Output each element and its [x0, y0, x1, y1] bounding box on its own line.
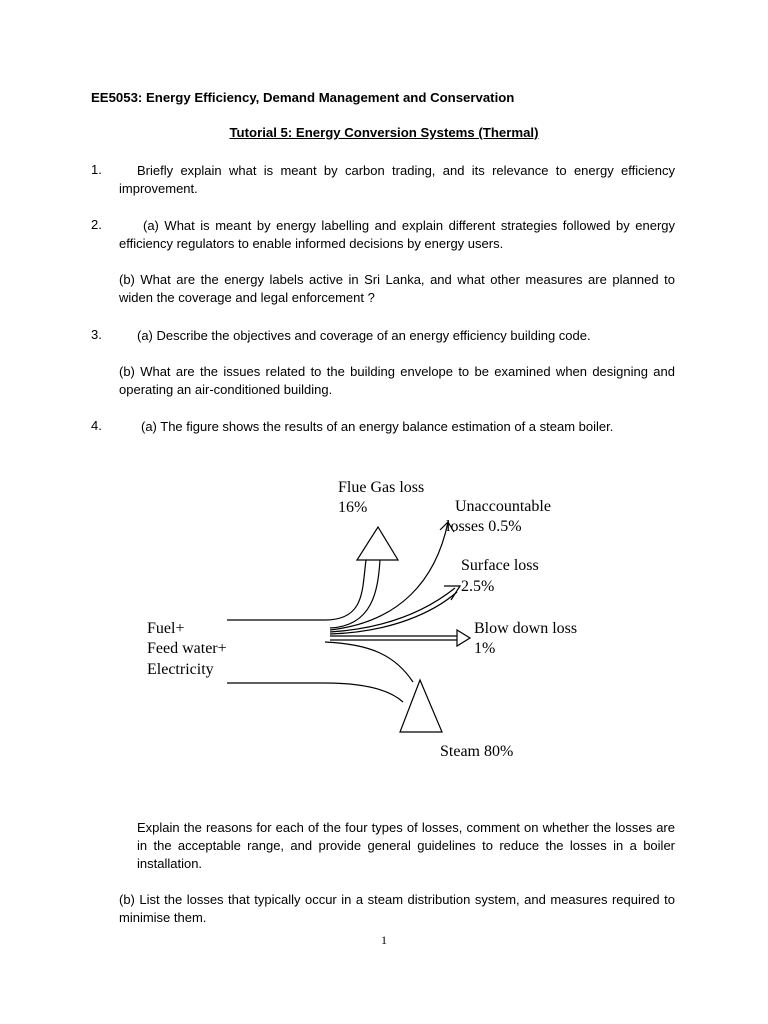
question-4a-body: (a) The figure shows the results of an energy balance estimation of a steam boiler.	[141, 419, 614, 434]
flue-gas-label: Flue Gas loss	[338, 479, 425, 496]
flue-gas-value: 16%	[338, 499, 368, 516]
blow-down-value: 1%	[474, 640, 496, 657]
question-3b-text: (b) What are the issues related to the building envelope to be examined when designing and operating an air-conditioned building.	[119, 364, 675, 397]
input-label-feed-water: Feed water+	[147, 640, 227, 657]
unaccountable-label: Unaccountable	[455, 498, 551, 515]
document-title: EE5053: Energy Efficiency, Demand Management and Conservation	[91, 90, 515, 105]
energy-balance-diagram	[130, 470, 630, 770]
unaccountable-value: losses 0.5%	[446, 518, 522, 535]
page-number: 1	[381, 933, 387, 947]
question-1-number: 1.	[91, 162, 102, 177]
question-4-number: 4.	[91, 418, 102, 433]
question-2b-text: (b) What are the energy labels active in Sri Lanka, and what other measures are planned to widen the coverage and legal enforcement ?	[119, 272, 675, 305]
question-4a-text	[119, 418, 675, 436]
steam-label: Steam 80%	[440, 743, 514, 760]
question-3a-body: (a) Describe the objectives and coverage of an energy efficiency building code.	[137, 328, 591, 343]
question-4b-text: (b) List the losses that typically occur in a steam distribution system, and measures required to minimise them.	[119, 892, 675, 925]
question-2a-text	[119, 217, 675, 253]
surface-loss-value: 2.5%	[461, 578, 495, 595]
question-1-text	[119, 162, 675, 198]
question-3a-text	[119, 327, 675, 345]
question-2-number: 2.	[91, 217, 102, 232]
surface-loss-label: Surface loss	[461, 557, 539, 574]
document-subtitle: Tutorial 5: Energy Conversion Systems (Thermal)	[229, 125, 539, 140]
question-2a-body: (a) What is meant by energy labelling and explain different strategies followed by energy efficiency regulators to enable informed decisions by energy users.	[119, 218, 675, 251]
input-label-fuel: Fuel+	[147, 620, 185, 637]
input-label-electricity: Electricity	[147, 661, 214, 678]
question-3-number: 3.	[91, 327, 102, 342]
steam-arrow	[325, 642, 442, 732]
blow-down-label: Blow down loss	[474, 620, 578, 637]
question-4-explain-text: Explain the reasons for each of the four types of losses, comment on whether the losses are in the acceptable range, and provide general guidelines to reduce the losses in a boiler installation.	[137, 820, 675, 871]
question-1-body: Briefly explain what is meant by carbon trading, and its relevance to energy efficiency improvement.	[119, 163, 675, 196]
